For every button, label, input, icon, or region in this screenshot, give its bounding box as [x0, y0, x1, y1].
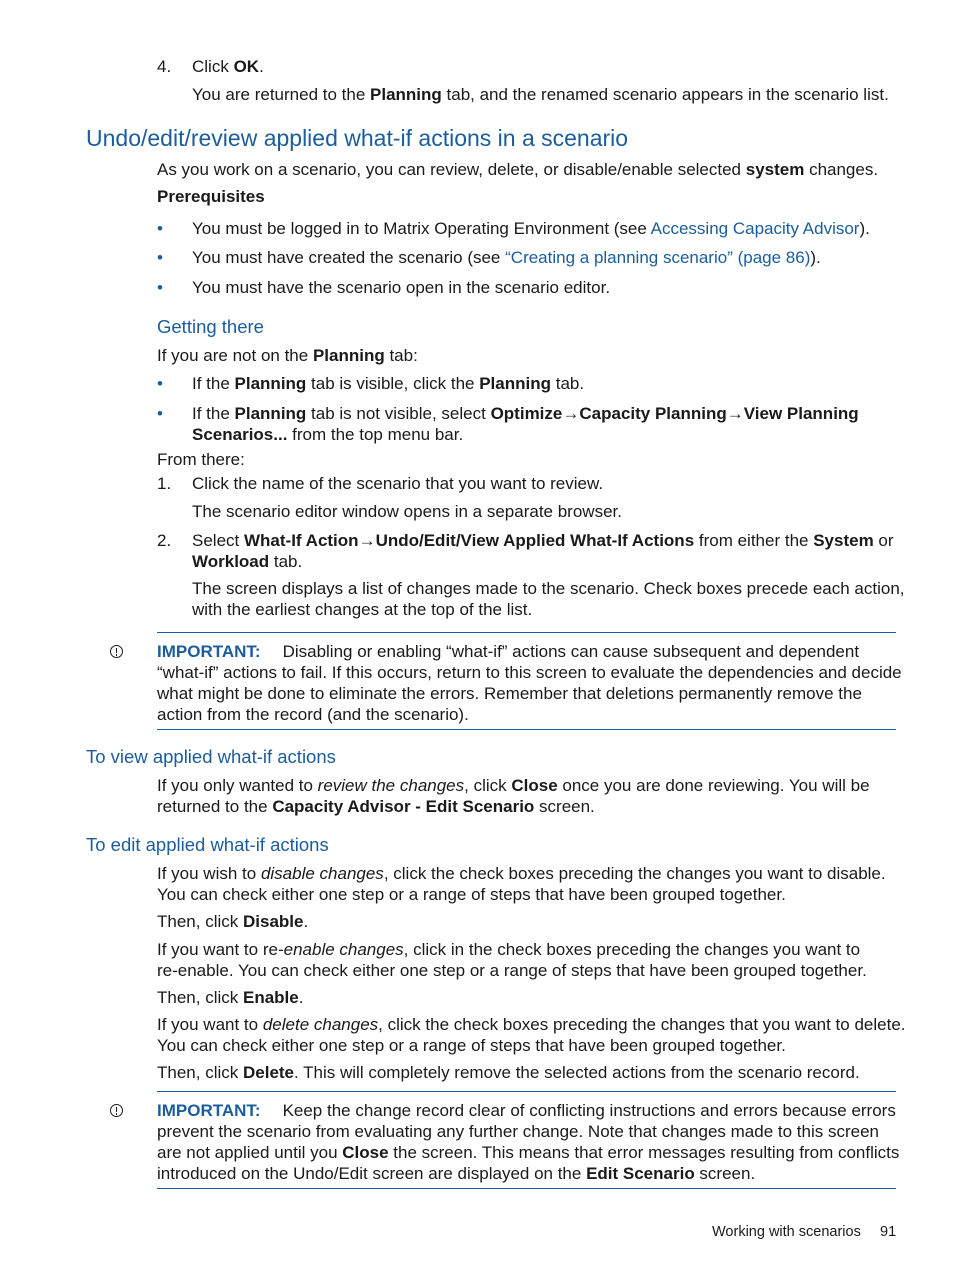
step-text: Select What-If Action→Undo/Edit/View Applied What-If Actions from either the System or	[192, 531, 894, 550]
footer-section-title: Working with scenarios	[712, 1224, 861, 1240]
step-text: Click the name of the scenario that you want to review.	[192, 474, 604, 493]
prerequisites-heading: Prerequisites	[157, 187, 265, 206]
paragraph-line: You can check either one step or a range of steps that have been grouped together.	[157, 1036, 786, 1055]
list-item-continued: Scenarios... from the top menu bar.	[192, 425, 464, 444]
step-number: 2.	[157, 531, 172, 550]
paragraph: If you are not on the Planning tab:	[157, 346, 418, 365]
paragraph: If you want to re-enable changes, click in the check boxes preceding the changes you want to	[157, 940, 861, 959]
step-result: The screen displays a list of changes made to the scenario. Check boxes precede each action,	[192, 579, 905, 598]
list-item: You must have the scenario open in the scenario editor.	[192, 278, 611, 297]
bullet-icon: •	[157, 374, 163, 393]
arrow-icon: →	[726, 404, 744, 423]
important-note-line: prevent the scenario from evaluating any further change. Note that changes made to this screen	[157, 1122, 879, 1141]
step-result: You are returned to the Planning tab, and the renamed scenario appears in the scenario list.	[192, 85, 889, 104]
step-number: 4.	[157, 57, 172, 76]
bullet-icon: •	[157, 219, 163, 238]
section-intro: As you work on a scenario, you can review, delete, or disable/enable selected system changes.	[157, 160, 879, 179]
paragraph: From there:	[157, 450, 245, 469]
page-number: 91	[880, 1224, 897, 1240]
paragraph-line: You can check either one step or a range of steps that have been grouped together.	[157, 885, 786, 904]
important-note-line: introduced on the Undo/Edit screen are displayed on the Edit Scenario screen.	[157, 1164, 756, 1183]
divider	[157, 1091, 896, 1092]
paragraph-line: returned to the Capacity Advisor - Edit Scenario screen.	[157, 797, 595, 816]
list-item: You must be logged in to Matrix Operating Environment (see Accessing Capacity Advisor).	[192, 219, 870, 238]
list-item: If the Planning tab is visible, click the Planning tab.	[192, 374, 585, 393]
important-note: IMPORTANT: Keep the change record clear of conflicting instructions and errors because errors	[157, 1101, 896, 1120]
bullet-icon: •	[157, 248, 163, 267]
paragraph: Then, click Disable.	[157, 912, 309, 931]
paragraph: If you want to delete changes, click the check boxes preceding the changes that you want to delete.	[157, 1015, 906, 1034]
list-item: If the Planning tab is not visible, select Optimize→Capacity Planning→View Planning	[192, 404, 859, 423]
paragraph-line: re-enable. You can check either one step or a range of steps that have been grouped together.	[157, 961, 867, 980]
paragraph: If you wish to disable changes, click the check boxes preceding the changes you want to disable.	[157, 864, 886, 883]
important-icon	[110, 645, 123, 658]
divider	[157, 1188, 896, 1189]
step-result: with the earliest changes at the top of the list.	[192, 600, 533, 619]
bullet-icon: •	[157, 404, 163, 423]
important-note: IMPORTANT: Disabling or enabling “what-if” actions can cause subsequent and dependent	[157, 642, 860, 661]
link-accessing-capacity-advisor[interactable]: Accessing Capacity Advisor	[650, 219, 860, 238]
subsection-title: Getting there	[157, 316, 264, 337]
important-note-line: what might be done to eliminate the errors. Remember that deletions permanently remove the	[157, 684, 862, 703]
step-number: 1.	[157, 474, 172, 493]
bullet-icon: •	[157, 278, 163, 297]
divider	[157, 729, 896, 730]
paragraph: Then, click Delete. This will completely remove the selected actions from the scenario record.	[157, 1063, 860, 1082]
important-note-line: action from the record (and the scenario).	[157, 705, 469, 724]
paragraph: Then, click Enable.	[157, 988, 304, 1007]
paragraph: If you only wanted to review the changes, click Close once you are done reviewing. You will be	[157, 776, 870, 795]
important-note-line: are not applied until you Close the screen. This means that error messages resulting from conflicts	[157, 1143, 900, 1162]
subsection-title: To edit applied what-if actions	[86, 834, 329, 855]
important-note-line: “what-if” actions to fail. If this occurs, return to this screen to evaluate the dependencies and decide	[157, 663, 902, 682]
step-text: Click OK.	[192, 57, 264, 76]
important-icon	[110, 1104, 123, 1117]
step-result: The scenario editor window opens in a separate browser.	[192, 502, 622, 521]
step-text-continued: Workload tab.	[192, 552, 303, 571]
section-title: Undo/edit/review applied what-if actions in a scenario	[86, 125, 629, 151]
arrow-icon: →	[358, 531, 376, 550]
list-item: You must have created the scenario (see “Creating a planning scenario” (page 86)).	[192, 248, 821, 267]
arrow-icon: →	[562, 404, 580, 423]
divider	[157, 632, 896, 633]
subsection-title: To view applied what-if actions	[86, 746, 336, 767]
link-creating-planning-scenario[interactable]: “Creating a planning scenario” (page 86)	[505, 248, 811, 267]
